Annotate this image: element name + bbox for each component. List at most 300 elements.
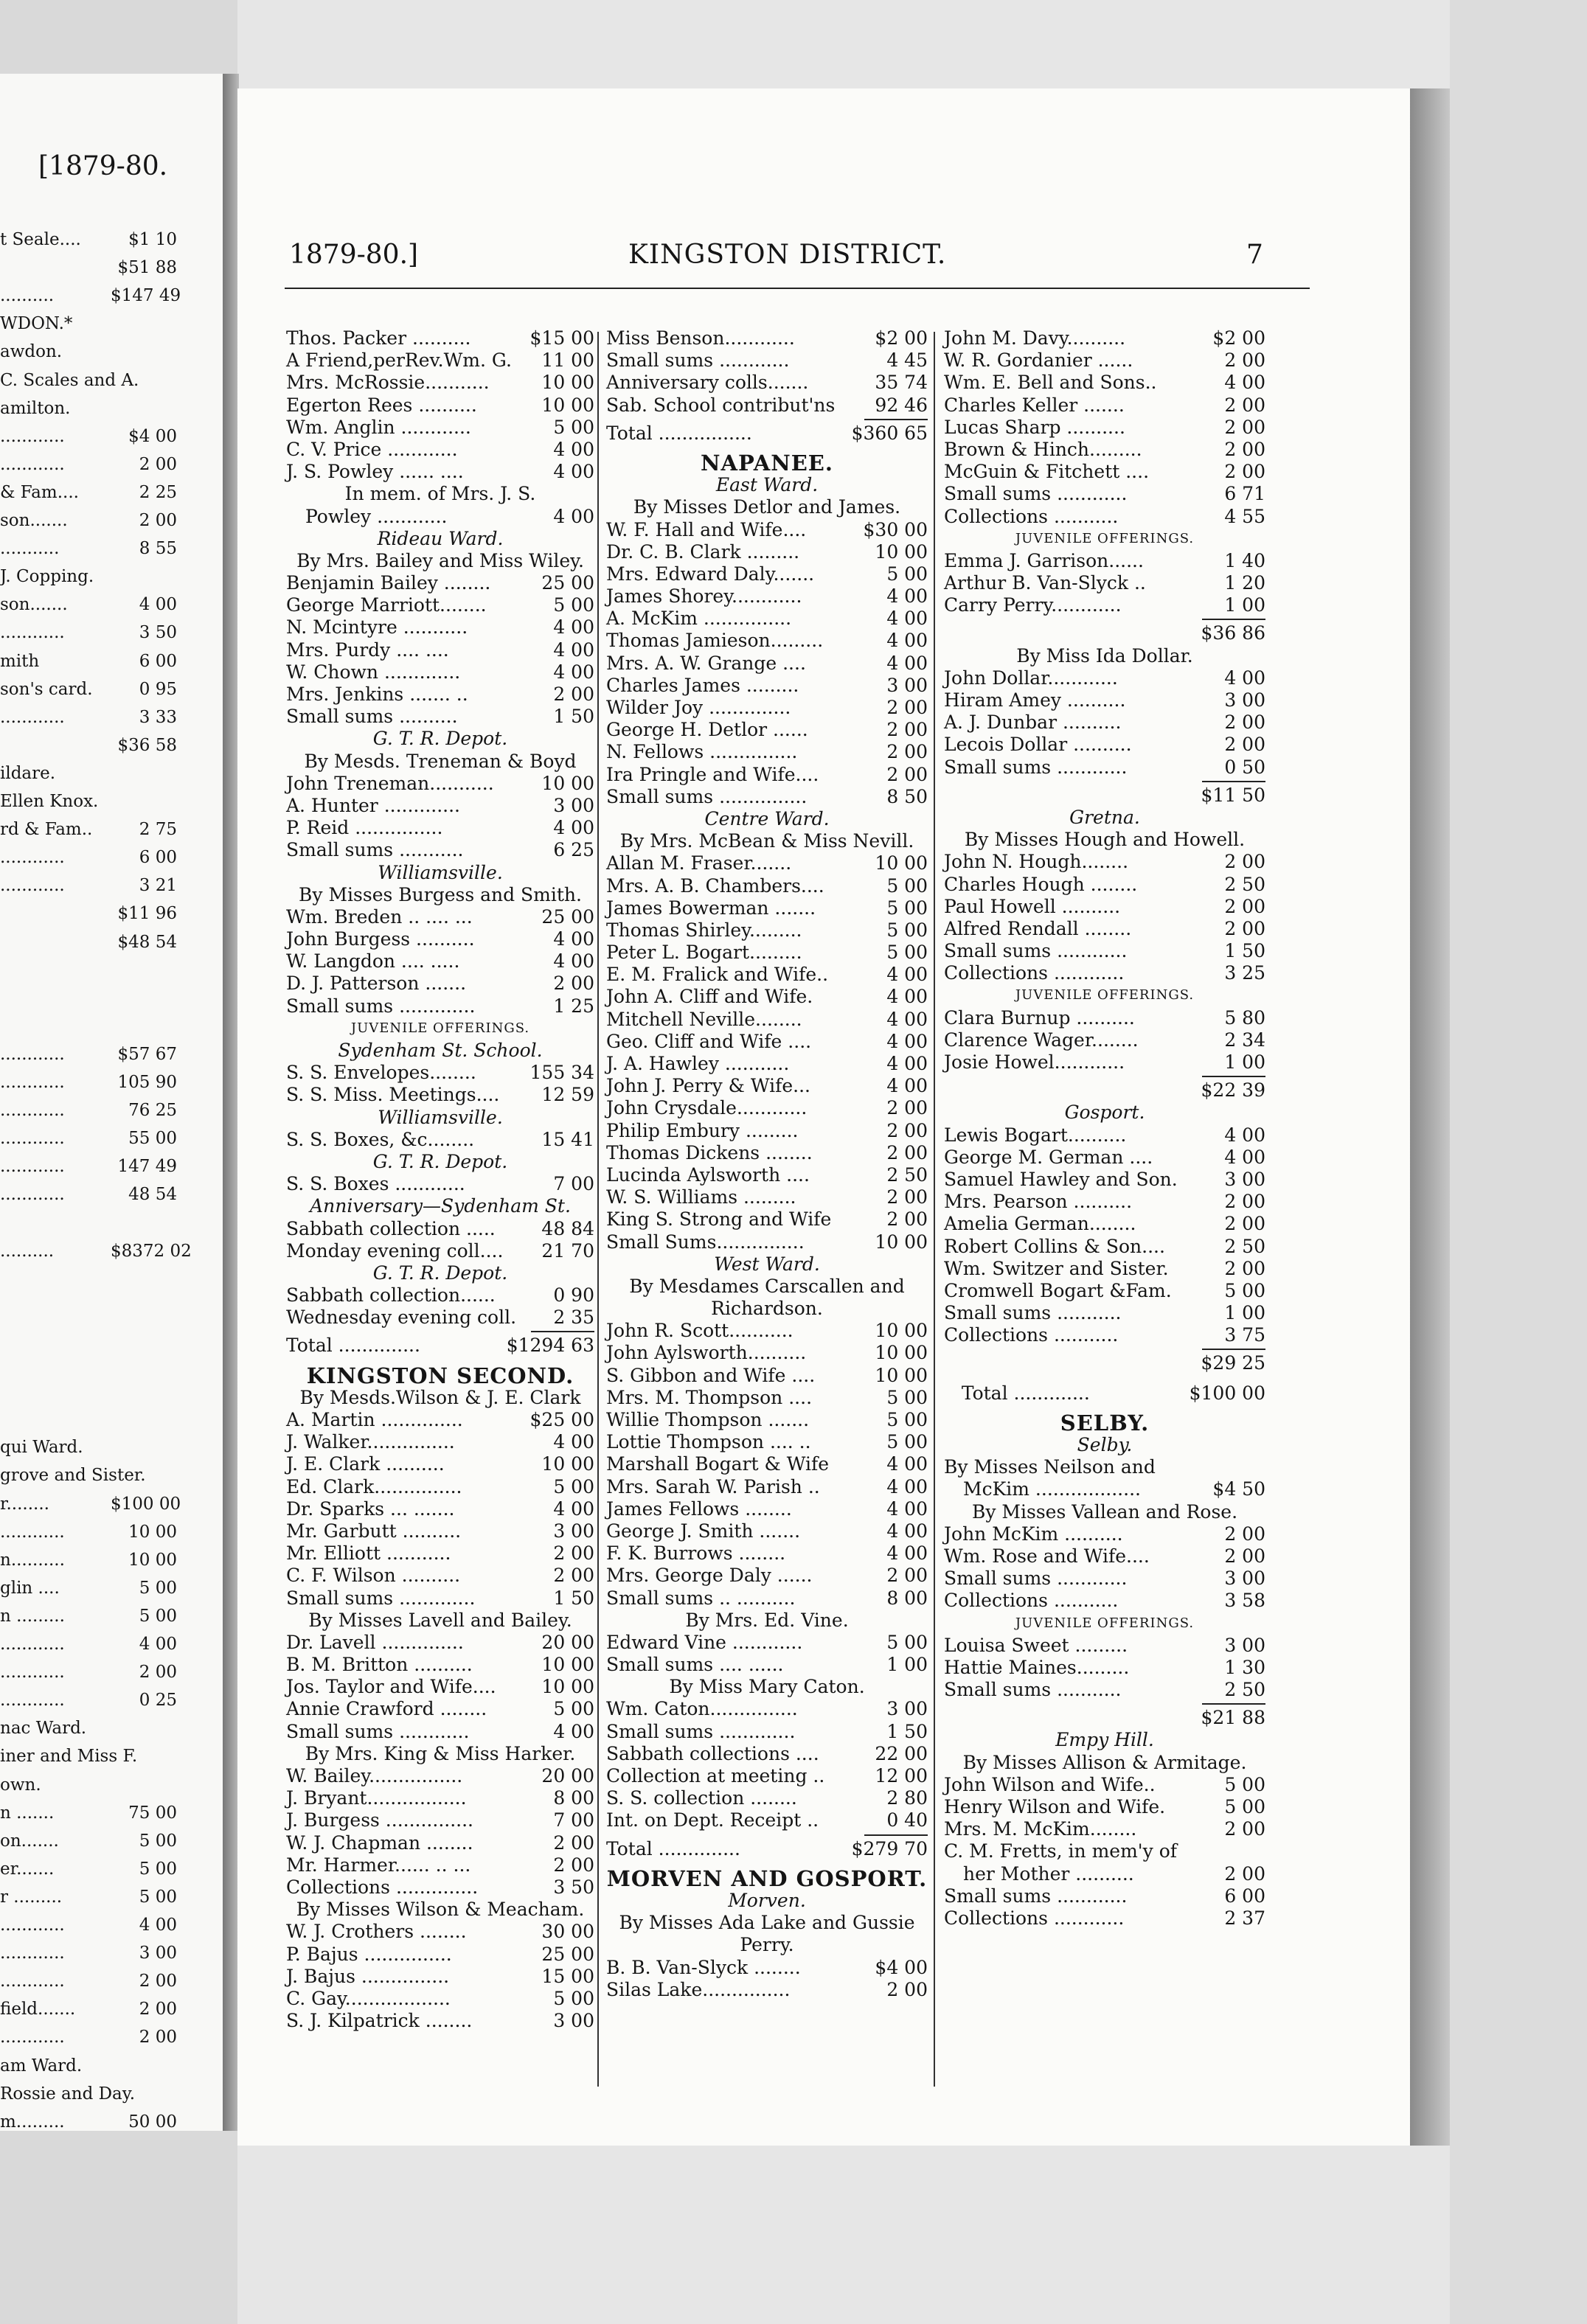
entry-amount: 10 00	[541, 772, 594, 794]
section-gap	[944, 1375, 1265, 1382]
entry-row	[606, 1542, 928, 1565]
entry-row	[606, 585, 928, 608]
total-row	[944, 622, 1265, 644]
entry-row	[286, 1944, 594, 1966]
left-page-line-text: & Fam....	[0, 482, 79, 502]
entry-name: Wilder Joy ..............	[606, 697, 791, 718]
left-page-line-amount: 105 90	[117, 1073, 177, 1092]
entry-name: W. J. Chapman ........	[286, 1831, 473, 1854]
entry-amount: 8 00	[886, 1587, 928, 1609]
entry-row	[944, 1590, 1265, 1612]
left-page-line	[0, 1830, 177, 1852]
left-page-line	[0, 846, 177, 869]
entry-name: S. S. collection ........	[606, 1787, 797, 1809]
entry-name: S. Gibbon and Wife ....	[606, 1364, 816, 1386]
left-page-fragment	[0, 74, 224, 2131]
entry-amount: $2 00	[875, 327, 928, 349]
entry-amount: 5 00	[886, 897, 928, 919]
entry-amount: 7 00	[553, 1173, 594, 1195]
left-page-line	[0, 678, 177, 700]
entry-amount: 3 75	[1224, 1324, 1265, 1346]
circuit-heading: SELBY.	[1060, 1410, 1150, 1436]
entry-row	[606, 630, 928, 652]
entry-row	[944, 1456, 1265, 1478]
entry-amount: 2 00	[886, 1208, 928, 1231]
entry-row	[286, 1787, 594, 1809]
entry-row	[286, 1721, 594, 1743]
left-page-line-amount: 4 00	[139, 1916, 177, 1935]
entry-row	[944, 712, 1265, 734]
left-page-line-text: ............	[0, 1044, 65, 1064]
entry-amount: 2 00	[886, 1141, 928, 1163]
left-page-header: [1879-80.	[38, 151, 168, 181]
entry-name: P. Bajus ...............	[286, 1943, 452, 1965]
total-amount: $360 65	[851, 422, 928, 444]
entry-amount: 5 00	[886, 1431, 928, 1453]
entry-row	[286, 1832, 594, 1854]
entry-amount: 12 00	[875, 1765, 928, 1787]
entry-row	[286, 1520, 594, 1542]
left-page-line	[0, 790, 177, 813]
entry-row	[944, 394, 1265, 417]
entry-row	[286, 1173, 594, 1195]
left-page-line	[0, 1493, 181, 1515]
entry-name: W. R. Gordanier ......	[944, 349, 1133, 372]
entry-amount: 2 00	[1224, 461, 1265, 483]
entry-row	[606, 1431, 928, 1453]
entry-row	[944, 1191, 1265, 1213]
left-page-line-text: WDON.*	[0, 314, 73, 334]
left-page-line-text: t Seale....	[0, 230, 81, 249]
left-page-line	[0, 1408, 177, 1430]
column-3	[944, 327, 1265, 1930]
total-label: Total ..............	[606, 1837, 740, 1859]
entry-amount: 2 00	[886, 1186, 928, 1208]
left-page-line-text: ............	[0, 1522, 65, 1542]
left-page-line-text: ............	[0, 1157, 65, 1177]
entry-name: John R. Scott...........	[606, 1320, 794, 1342]
entry-name: James Bowerman .......	[606, 897, 816, 919]
left-page-line-text: own.	[0, 1775, 41, 1795]
left-page-line-text: ildare.	[0, 763, 56, 783]
entry-row	[944, 1302, 1265, 1324]
entry-amount: 10 00	[875, 1364, 928, 1386]
entry-name: Small sums ............	[606, 349, 790, 372]
entry-amount: 2 00	[886, 1119, 928, 1141]
entry-name: John Aylsworth..........	[606, 1342, 807, 1364]
left-page-line	[0, 987, 177, 1009]
entry-name: Small Sums...............	[606, 1231, 805, 1253]
left-page-line	[0, 1071, 177, 1093]
entry-amount: 2 00	[886, 741, 928, 763]
left-page-line	[0, 1942, 177, 1964]
entry-amount: 1 00	[886, 1654, 928, 1676]
entry-row	[944, 1774, 1265, 1796]
left-page-line-text: son.......	[0, 595, 68, 615]
left-page-line-text: glin ....	[0, 1578, 60, 1598]
page-edge-shadow	[1410, 88, 1450, 2146]
entry-row	[606, 741, 928, 763]
entry-name: B. M. Britton ..........	[286, 1654, 473, 1676]
entry-name: By Misses Neilson and	[944, 1456, 1156, 1478]
entry-amount: 4 00	[553, 505, 594, 527]
entry-amount: 3 00	[1224, 1168, 1265, 1190]
entry-amount: 92 46	[875, 394, 928, 416]
left-page-line	[0, 2055, 177, 2077]
left-page-line-amount: 6 00	[139, 651, 177, 671]
entry-row	[944, 1324, 1265, 1346]
entry-amount: 2 00	[1224, 895, 1265, 917]
left-page-line	[0, 1998, 177, 2020]
entry-name: A. Hunter .............	[286, 794, 460, 816]
left-page-line-amount: 4 00	[139, 595, 177, 615]
entry-row	[606, 897, 928, 919]
entry-name: S. J. Kilpatrick ........	[286, 2010, 473, 2032]
entry-amount: 22 00	[875, 1742, 928, 1764]
entry-row	[606, 1957, 928, 1979]
entry-amount: 8 50	[886, 785, 928, 807]
collector-note: By Mrs. King & Miss Harker.	[305, 1742, 576, 1764]
entry-name: Philip Embury .........	[606, 1119, 799, 1141]
entry-row	[286, 372, 594, 394]
entry-row	[286, 683, 594, 706]
left-page-line-amount: 10 00	[128, 1522, 177, 1542]
collector-note: Perry.	[740, 1934, 794, 1956]
entry-row	[944, 1679, 1265, 1701]
entry-row	[606, 1498, 928, 1520]
entry-name: Collections ...........	[944, 1324, 1119, 1346]
total-rule	[944, 1074, 1265, 1079]
entry-amount: 2 00	[1224, 712, 1265, 734]
entry-row	[286, 1453, 594, 1475]
entry-amount: 1 50	[553, 1587, 594, 1609]
entry-row	[606, 327, 928, 349]
entry-name: Mrs. M. Thompson ....	[606, 1386, 813, 1408]
entry-row	[606, 1120, 928, 1142]
left-page-line	[0, 1802, 177, 1824]
entry-name: Mr. Elliott ...........	[286, 1542, 451, 1565]
left-page-line-text: iner and Miss F.	[0, 1747, 138, 1767]
entry-row	[286, 506, 594, 528]
left-page-line	[0, 1886, 177, 1908]
entry-name: Emma J. Garrison......	[944, 549, 1144, 571]
entry-amount: 4 00	[553, 1431, 594, 1453]
ward-subheading: G. T. R. Depot.	[372, 728, 508, 750]
entry-amount: 1 00	[1224, 1051, 1265, 1073]
entry-amount: 3 00	[553, 1520, 594, 1542]
entry-row	[606, 1765, 928, 1787]
total-amount: $279 70	[851, 1837, 928, 1859]
entry-row	[286, 1542, 594, 1565]
entry-amount: 2 00	[1224, 1213, 1265, 1235]
entry-row	[606, 1142, 928, 1164]
entry-row	[944, 667, 1265, 689]
right-page	[237, 88, 1412, 2146]
left-page-line	[0, 537, 177, 560]
left-page-line-amount: 5 00	[139, 1887, 177, 1907]
left-page-line-amount: 2 00	[139, 1663, 177, 1683]
entry-amount: 5 00	[1224, 1773, 1265, 1795]
entry-row	[944, 1258, 1265, 1280]
entry-row	[286, 1988, 594, 2010]
entry-name: S. S. Boxes, &c........	[286, 1128, 475, 1150]
left-page-line-amount: 3 50	[139, 623, 177, 643]
left-page-line-amount: 5 00	[139, 1578, 177, 1598]
entry-name: Small sums ............	[944, 940, 1128, 962]
total-rule	[944, 616, 1265, 622]
entry-row	[944, 1029, 1265, 1051]
entry-row	[606, 875, 928, 897]
circuit-heading: KINGSTON SECOND.	[306, 1363, 574, 1388]
entry-name: Clarence Wager........	[944, 1029, 1139, 1051]
left-page-line	[0, 509, 177, 532]
entry-name: James Fellows ........	[606, 1497, 792, 1520]
left-page-line	[0, 1436, 177, 1458]
entry-amount: 2 00	[553, 1542, 594, 1565]
total-row	[606, 422, 928, 445]
entry-amount: 2 00	[1224, 1523, 1265, 1545]
entry-row	[944, 372, 1265, 394]
entry-amount: 1 50	[886, 1720, 928, 1742]
entry-row	[286, 349, 594, 372]
entry-name: Charles James .........	[606, 674, 799, 696]
entry-amount: 2 00	[1224, 734, 1265, 756]
left-page-line	[0, 369, 177, 392]
entry-row	[606, 1053, 928, 1075]
entry-name: George H. Detlor ......	[606, 719, 808, 741]
left-page-line-text: n .......	[0, 1803, 55, 1823]
page-year: 1879-80.]	[289, 240, 419, 270]
entry-row	[286, 973, 594, 995]
entry-row	[606, 1721, 928, 1743]
entry-name: Willie Thompson .......	[606, 1409, 810, 1430]
entry-row	[606, 563, 928, 585]
ward-subheading: Sydenham St. School.	[338, 1040, 543, 1061]
entry-amount: 15 41	[541, 1128, 594, 1150]
left-page-line	[0, 229, 177, 251]
entry-name: S. S. Boxes ............	[286, 1173, 465, 1195]
entry-amount: 2 00	[553, 973, 594, 995]
entry-row	[606, 1320, 928, 1342]
entry-name: Small sums .............	[286, 995, 476, 1017]
entry-amount: 2 00	[1224, 416, 1265, 438]
entry-name: Samuel Hawley and Son.	[944, 1168, 1178, 1190]
entry-amount: 7 00	[553, 1809, 594, 1831]
left-page-line	[0, 257, 177, 279]
column-divider	[597, 332, 599, 2087]
entry-amount: 5 00	[1224, 1796, 1265, 1817]
left-page-line-text: ...........	[0, 539, 60, 559]
entry-name: George Marriott........	[286, 594, 487, 616]
total-row	[944, 1382, 1265, 1405]
left-page-line-text: J. Copping.	[0, 567, 94, 587]
left-page-line-amount: 4 00	[139, 1635, 177, 1654]
left-page-line-amount: 147 49	[117, 1157, 177, 1177]
entry-name: John M. Davy..........	[944, 327, 1126, 349]
entry-name: Ed. Clark...............	[286, 1475, 462, 1497]
entry-name: Small sums ...........	[944, 1302, 1122, 1324]
entry-name: her Mother ..........	[963, 1862, 1134, 1885]
left-page-line	[0, 2111, 177, 2133]
left-page-line	[0, 2083, 177, 2105]
entry-amount: 4 00	[553, 616, 594, 639]
entry-row	[286, 439, 594, 461]
entry-amount: 2 00	[886, 1565, 928, 1587]
entry-row	[944, 1818, 1265, 1840]
entry-row	[286, 1409, 594, 1431]
left-page-line-amount: 5 00	[139, 1831, 177, 1851]
entry-row	[606, 1208, 928, 1231]
entry-amount: 2 00	[553, 683, 594, 705]
entry-amount: 4 00	[553, 438, 594, 460]
left-page-line-text: son.......	[0, 511, 68, 530]
left-page-line	[0, 1745, 177, 1767]
left-page-line-text: ............	[0, 848, 65, 868]
entry-row	[286, 616, 594, 639]
entry-amount: 2 34	[1224, 1029, 1265, 1051]
entry-amount: 1 40	[1224, 549, 1265, 571]
entry-amount: 2 50	[1224, 1235, 1265, 1257]
entry-row	[286, 1632, 594, 1654]
entry-row	[944, 851, 1265, 873]
entry-row	[944, 1863, 1265, 1885]
left-page-line-amount: 0 25	[139, 1691, 177, 1711]
entry-name: Mrs. Edward Daly.......	[606, 563, 815, 585]
entry-row	[944, 734, 1265, 756]
entry-name: Small sums .... ......	[606, 1654, 784, 1676]
collector-note: By Misses Burgess and Smith.	[299, 883, 582, 905]
left-page-line	[0, 762, 177, 784]
entry-amount: 1 30	[1224, 1656, 1265, 1678]
left-page-line-amount: 2 00	[139, 454, 177, 474]
entry-amount: 4 00	[886, 1497, 928, 1520]
entry-name: P. Reid ...............	[286, 817, 443, 839]
entry-row	[606, 1654, 928, 1676]
collector-note: By Misses Hough and Howell.	[964, 829, 1246, 851]
total-rule	[606, 1832, 928, 1838]
left-page-line-text: on.......	[0, 1831, 59, 1851]
entry-amount: 4 00	[553, 817, 594, 839]
entry-name: Dr. C. B. Clark .........	[606, 540, 800, 563]
column-2	[606, 327, 928, 2001]
entry-amount: 6 25	[553, 839, 594, 861]
entry-name: Collections ............	[944, 962, 1125, 984]
entry-name: Small sums .. ..........	[606, 1587, 796, 1609]
left-page-line	[0, 1661, 177, 1683]
left-page-line-text: ............	[0, 2028, 65, 2048]
collector-note: By Misses Vallean and Rose.	[971, 1500, 1238, 1523]
entry-amount: 2 50	[886, 1163, 928, 1186]
total-row	[944, 784, 1265, 807]
entry-row	[606, 1787, 928, 1809]
entry-name: Wm. Switzer and Sister.	[944, 1257, 1169, 1279]
left-page-line	[0, 481, 177, 504]
entry-row	[286, 1676, 594, 1698]
entry-name: A. Martin ..............	[286, 1409, 463, 1430]
left-page-line-amount: $1 10	[128, 230, 177, 249]
entry-row	[606, 675, 928, 697]
entry-row	[606, 1743, 928, 1765]
left-page-line	[0, 594, 177, 616]
left-page-line	[0, 1127, 177, 1149]
left-page-line-amount: 48 54	[128, 1185, 177, 1205]
entry-name: C. M. Fretts, in mem'y of	[944, 1840, 1178, 1862]
entry-amount: 5 00	[886, 1631, 928, 1653]
entry-name: John Burgess ..........	[286, 928, 475, 950]
left-page-line-text: ............	[0, 707, 65, 727]
entry-row	[606, 1453, 928, 1475]
left-page-line	[0, 1212, 177, 1234]
entry-row	[286, 1062, 594, 1084]
entry-name: A Friend,perRev.Wm. G.	[286, 349, 512, 372]
collector-note: By Mesds. Treneman & Boyd	[304, 750, 577, 772]
entry-row	[286, 839, 594, 861]
left-page-line	[0, 285, 181, 307]
entry-amount: 4 00	[886, 964, 928, 986]
collector-note: By Miss Ida Dollar.	[1016, 644, 1193, 667]
entry-row	[286, 906, 594, 928]
entry-row	[606, 349, 928, 372]
entry-row	[286, 1476, 594, 1498]
entry-name: Wm. Anglin ............	[286, 416, 471, 438]
left-page-line-amount: 50 00	[128, 2112, 177, 2132]
left-page-line-amount: $36 58	[117, 735, 177, 755]
entry-amount: 5 00	[1224, 1279, 1265, 1301]
collector-note: By Miss Mary Caton.	[669, 1676, 865, 1698]
entry-amount: 2 00	[1224, 438, 1265, 460]
entry-row	[286, 417, 594, 439]
entry-row	[286, 1565, 594, 1587]
ward-subheading: Gosport.	[1064, 1102, 1145, 1124]
left-page-line-text: ............	[0, 1944, 65, 1963]
entry-amount: 2 00	[553, 1831, 594, 1854]
collector-note: By Mrs. Bailey and Miss Wiley.	[296, 549, 584, 571]
entry-amount: 48 84	[541, 1217, 594, 1239]
entry-name: Mr. Harmer...... .. ...	[286, 1854, 471, 1876]
entry-row	[286, 1129, 594, 1151]
entry-amount: 0 40	[886, 1809, 928, 1831]
entry-amount: 2 00	[886, 1978, 928, 2000]
entry-row	[944, 1523, 1265, 1545]
entry-amount: 2 00	[886, 763, 928, 785]
entry-amount: 4 00	[886, 1075, 928, 1097]
entry-row	[286, 773, 594, 795]
left-page-line	[0, 706, 177, 728]
entry-row	[286, 572, 594, 594]
entry-amount: $2 00	[1212, 327, 1265, 349]
entry-amount: 2 35	[553, 1307, 594, 1329]
entry-row	[606, 1520, 928, 1542]
total-amount: $22 39	[1201, 1079, 1265, 1102]
entry-amount: 3 58	[1224, 1590, 1265, 1612]
entry-amount: 1 50	[553, 706, 594, 728]
left-page-line-amount: 5 00	[139, 1606, 177, 1626]
entry-name: Hattie Maines.........	[944, 1656, 1130, 1678]
entry-amount: 5 00	[553, 594, 594, 616]
left-page-line-text: ............	[0, 1185, 65, 1205]
entry-name: Wm. Caton...............	[606, 1698, 798, 1720]
entry-row	[286, 1876, 594, 1899]
left-page-line	[0, 1015, 177, 1037]
entry-name: W. Langdon .... .....	[286, 950, 460, 973]
total-label: Total ................	[606, 422, 752, 444]
left-page-line-amount: 10 00	[128, 1550, 177, 1570]
left-page-line-text: mith	[0, 651, 40, 671]
left-page-line-amount: 3 21	[139, 876, 177, 896]
entry-row	[606, 986, 928, 1008]
entry-name: J. A. Hawley ...........	[606, 1053, 790, 1074]
ward-subheading: G. T. R. Depot.	[372, 1262, 508, 1284]
